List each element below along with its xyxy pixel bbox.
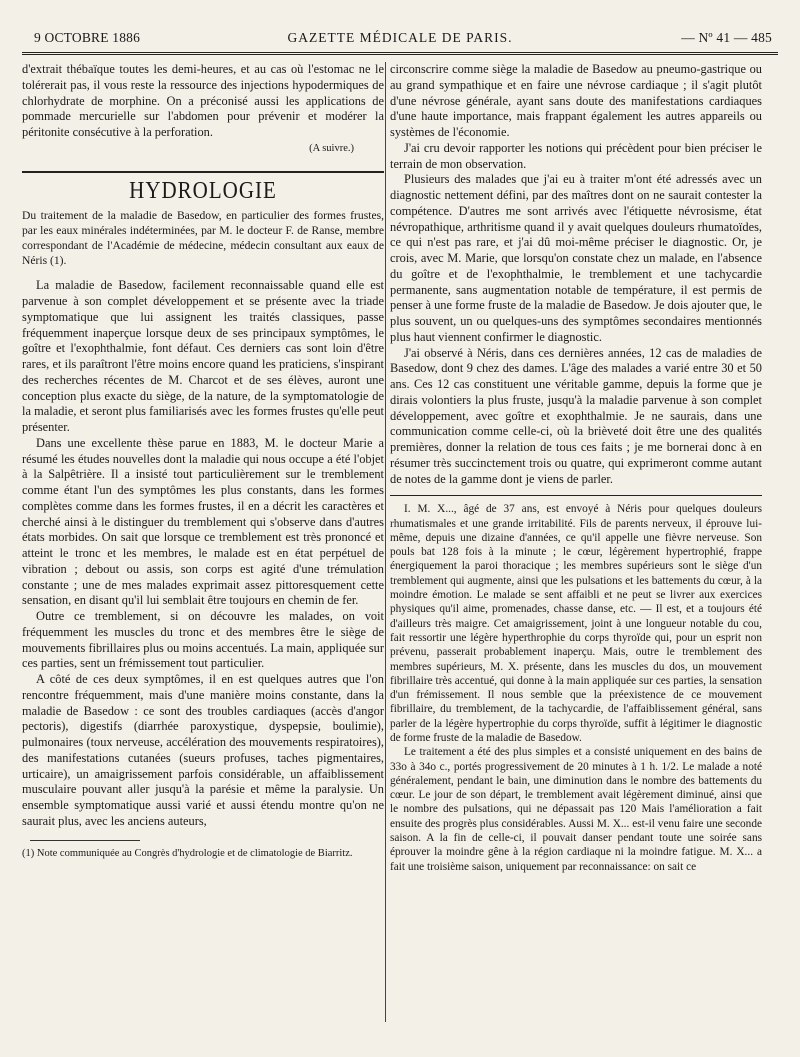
paragraph: Outre ce tremblement, si on découvre les malades, on voit fréquemment les muscles du tronc et des membres être le siège de mouvements fibrillaires plus ou moins accentués. La main, appliquée sur ces parties, sent un frémissement tout particulier.: [22, 609, 384, 671]
header-rule: [22, 52, 778, 55]
case-paragraph: I. M. X..., âgé de 37 ans, est envoyé à Néris pour quelques douleurs rhumatismales et une grande irritabilité. Fils de parents nerveux, il éprouve lui-même, depuis une dizaine d'années, ce qu'il appelle une fièvre nerveuse. Son pouls bat 128 fois à la minute ; le cœur, légèrement hypertrophié, frappe énergiquement la paroi thoracique ; les membres supérieurs sont le siège d'un tremblement qui augmente, ainsi que les pulsations et les battements du cœur, à la moindre émotion. Le malade se sent affaibli et ne peut se livrer aux exercices physiques qu'il aime, promenades, chasse danse, etc. — Il est, et a toujours été d'ailleurs très maigre. Cet amaigrissement, joint à une longueur notable du cou, fait ressortir une légère hyperthrophie du corps thyroïde qui, pour un esprit non prévenu, passerait probablement inaperçu. Mais, outre le tremblement des membres supérieurs, M. X. présente, dans les muscles du dos, un mouvement fibrillaire très accentué, qui donne à la main appliquée sur ces parties, la sensation d'un frémissement. Il nous semble que la préexistence de ce mouvement fibrillaire, du tremblement, de la tachycardie, de l'affaiblissement général, sans parler de la légère hypertrophie du corps thyroïde, suffit à légitimer le diagnostic de forme fruste de la maladie de Basedow.: [390, 503, 762, 744]
paragraph: A côté de ces deux symptômes, il en est quelques autres que l'on rencontre fréquemment, mais d'une manière moins constante, dans la maladie de Basedow : ce sont des troubles cardiaques (accès d'angor pectoris), digestifs (diarrhée paroxystique, dyspepsie, boulimie), pulmonaires (toux nerveuse, accélération des mouvements respiratoires), des manifestations cutanées (sueurs profuses, taches pigmentaires, urticaire), un amaigrissement parfois considérable, un affaiblissement musculaire pouvant aller jusqu'à la parésie et même la paralysie. Un ensemble symptomatique aussi varié et aussi étendu montre qu'on ne saurait plus, avec les anciens auteurs,: [22, 672, 384, 828]
right-column: [390, 62, 762, 874]
paragraph: La maladie de Basedow, facilement reconnaissable quand elle est parvenue à son complet développement et se présente avec la triade symptomatique que lui assignent les traités classiques, passe fréquemment inaperçue lorsque deux de ses principaux symptômes, le goître et l'exophthalmie, font défaut. Ces derniers cas sont loin d'être rares, et ils paraîtront l'être moins encore quand les praticiens, s'inspirant des recherches récentes de M. Charcot et de ses élèves, auront une conception plus exacte du siège, de la nature, de la symptomatologie de la maladie, et seront plus familiarisés avec les formes frustes qu'elle peut présenter.: [22, 278, 384, 434]
case-paragraph: Le traitement a été des plus simples et a consisté uniquement en des bains de 33o à 34o c., portés progressivement de 20 minutes à 1 h. 1/2. Le malade a noté généralement, pendant le bain, une diminution dans le nombre des battements du cœur. Le jour de son départ, le tremblement avait légèrement diminué, ainsi que le nombre des pulsations, qui ne dépassait pas 120 Mais l'amélioration a fait ensuite des progrès plus considérables. Aussi M. X... est-il venu faire une seconde saison. A la fin de celle-ci, il pouvait danser pendant toute une soirée sans éprouver la moindre gêne à la région cardiaque ni la moindre fatigue. M. X... a fait une troisième saison, uniquement par reconnaissance: on sait ce: [390, 746, 762, 873]
footnote: (1) Note communiquée au Congrès d'hydrologie et de climatologie de Biarritz.: [22, 847, 353, 859]
issue-date: 9 OCTOBRE 1886: [34, 30, 141, 45]
case-divider: [390, 495, 762, 496]
paragraph: circonscrire comme siège la maladie de Basedow au pneumo-gastrique ou au grand sympathique et en faire une névrose cardiaque ; il s'agit plutôt d'une névrose générale, ayant sans doute des manifestations cardiaques d'une haute importance, mais frappant également les autres appareils ou systèmes de l'économie.: [390, 62, 762, 139]
paragraph: J'ai observé à Néris, dans ces dernières années, 12 cas de maladies de Basedow, dont 9 chez des dames. L'âge des malades a varié entre 30 et 50 ans. Ces 12 cas constituent une véritable gamme, depuis la forme que je dirais volontiers la plus fruste, jusqu'à la maladie parvenue à son complet développement, avec goître et exophthalmie. Je ne saurais, dans une communication comme celle-ci, où la brièveté doit être une des qualités premières, donner la relation de tous ces faits ; je me bornerai donc à en résumer très succinctement trois ou quatre, qui exprimeront comme autant de notes de la gamme dont je viens de parler.: [390, 345, 762, 486]
column-divider: [385, 62, 386, 1022]
to-be-continued: (A suivre.): [309, 142, 354, 154]
case-report: [390, 502, 762, 874]
journal-title: GAZETTE MÉDICALE DE PARIS.: [287, 30, 513, 45]
section-title: HYDROLOGIE: [129, 175, 277, 204]
footnote-rule: [30, 840, 140, 841]
paragraph: Plusieurs des malades que j'ai eu à traiter m'ont été adressés avec un diagnostic nettement défini, par des maîtres dont on ne saurait contester la compétence. D'autres me sont arrivés avec l'étiquette névrosisme, état névropathique, arthritisme quand il y avait quelques douleurs rhumatoïdes, ce qui n'est pas rare, et j'ai dû moi-même préciser le diagnostic. Or, je crois, avec M. Marie, que lorsqu'on constate chez un malade, en l'absence du goître et de l'exophthalmie, le tremblement et une tachycardie permanente, sans augmentation notable de température, il est permis de penser à une forme fruste de la maladie de Basedow. Je dois ajouter que, le plus souvent, un ou quelques-uns des symptômes secondaires mentionnés plus haut viennent confirmer le diagnostic.: [390, 172, 762, 344]
article-subtitle: Du traitement de la maladie de Basedow, en particulier des formes frustes, par les eaux minérales indéterminées, par M. le docteur F. de Ranse, membre correspondant de l'Académie de médecine, médecin consultant aux eaux de Néris (1).: [22, 209, 384, 268]
paragraph: J'ai cru devoir rapporter les notions qui précèdent pour bien préciser le terrain de mon observation.: [390, 140, 762, 171]
left-column: [22, 62, 384, 860]
section-divider: [22, 171, 384, 173]
intro-paragraph: d'extrait thébaïque toutes les demi-heures, et au cas où l'estomac ne le tolérerait pas, il vous reste la ressource des injections hypodermiques de chlorhydrate de morphine. On a préconisé aussi les applications de pommade mercurielle sur l'abdomen pour prévenir et modérer la péritonite consécutive à la perforation.: [22, 62, 384, 139]
page-header: [22, 28, 778, 50]
issue-number: — Nº 41 — 485: [681, 30, 772, 45]
paragraph: Dans une excellente thèse parue en 1883, M. le docteur Marie a résumé les études nouvelles dont la maladie qui nous occupe a été l'objet à la Salpêtrière. Il a insisté tout particulièrement sur le tremblement comme étant l'un des symptômes les plus constants, dans les formes complètes comme dans les formes frustes, il en a décrit les caractères et cherché ainsi à le distinguer du tremblement qui s'observe dans d'autres états morbides. On sait que lorsque ce tremblement est très prononcé et atteint le tronc et les membres, le malade est en état perpétuel de vibration ; debout ou assis, son corps est agité d'une trémulation constante ; une de mes malades exprimait assez pittoresquement cette sensation, en disant qu'il lui semblait être toujours en chemin de fer.: [22, 435, 384, 608]
